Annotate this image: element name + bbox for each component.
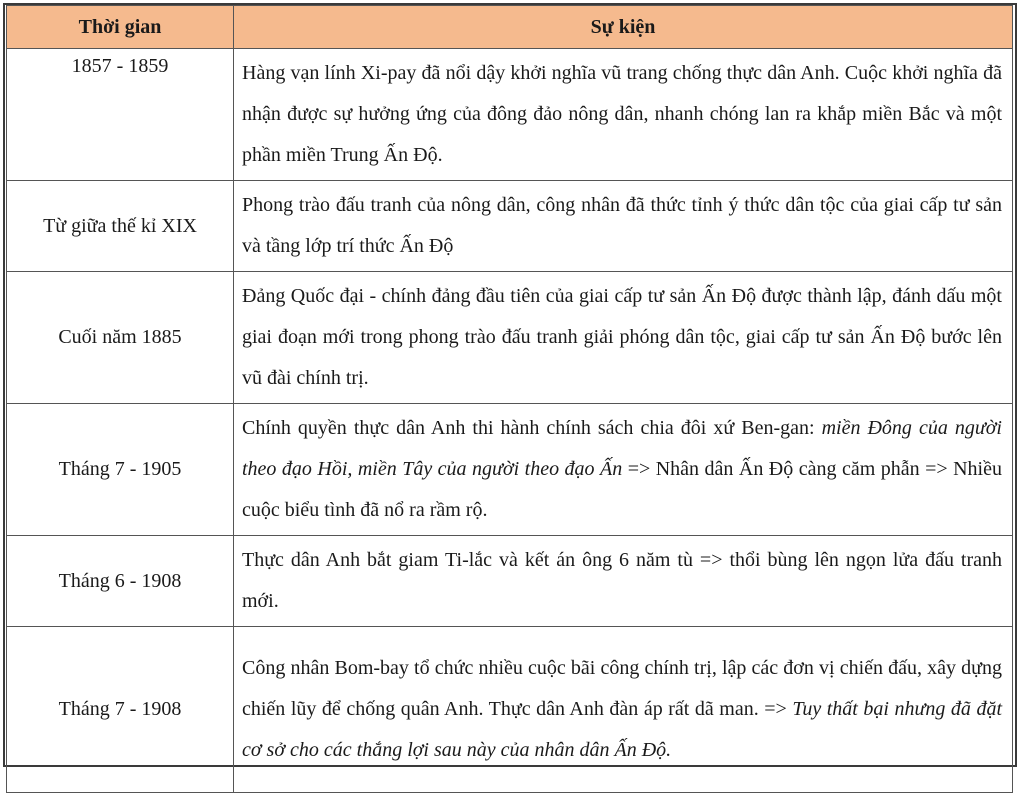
time-cell: Từ giữa thế kỉ XIX <box>7 181 234 272</box>
event-text-italic: miền Đông của người theo đạo Hồi, miền Tây của người theo đạo Ấn <box>242 417 1002 480</box>
event-cell <box>234 181 1013 272</box>
time-cell: Tháng 7 - 1905 <box>7 404 234 536</box>
table-row <box>7 536 1013 627</box>
event-text-italic: Tuy thất bại nhưng đã đặt cơ sở cho các thắng lợi sau này của nhân dân Ấn Độ. <box>242 698 1002 761</box>
history-table <box>6 5 1013 793</box>
table-row <box>7 49 1013 181</box>
event-text: Công nhân Bom-bay tổ chức nhiều cuộc bãi công chính trị, lập các đơn vị chiến đấu, xây dựng chiến lũy để chống quân Anh. Thực dân Anh đàn áp rất dã man. => <box>242 657 1002 720</box>
header-event: Sự kiện <box>234 6 1013 49</box>
event-text: Phong trào đấu tranh của nông dân, công nhân đã thức tỉnh ý thức dân tộc của giai cấp tư sản và tầng lớp trí thức Ấn Độ <box>242 194 1002 257</box>
table-row <box>7 272 1013 404</box>
table-row <box>7 181 1013 272</box>
table-row <box>7 404 1013 536</box>
event-cell <box>234 627 1013 793</box>
event-text: => Nhân dân Ấn Độ càng căm phẫn => Nhiều cuộc biểu tình đã nổ ra rầm rộ. <box>242 458 1002 521</box>
time-cell: 1857 - 1859 <box>7 49 234 181</box>
event-text: Đảng Quốc đại - chính đảng đầu tiên của giai cấp tư sản Ấn Độ được thành lập, đánh dấu một giai đoạn mới trong phong trào đấu tranh giải phóng dân tộc, giai cấp tư sản Ấn Độ bước lên vũ đài chính trị. <box>242 285 1002 389</box>
event-text: Chính quyền thực dân Anh thi hành chính sách chia đôi xứ Ben-gan: <box>242 417 822 439</box>
event-text: Thực dân Anh bắt giam Ti-lắc và kết án ông 6 năm tù => thổi bùng lên ngọn lửa đấu tranh mới. <box>242 549 1002 612</box>
event-cell <box>234 272 1013 404</box>
time-cell: Cuối năm 1885 <box>7 272 234 404</box>
event-cell <box>234 404 1013 536</box>
event-cell <box>234 536 1013 627</box>
time-cell: Tháng 6 - 1908 <box>7 536 234 627</box>
table-row <box>7 627 1013 793</box>
header-time: Thời gian <box>7 6 234 49</box>
event-text: Hàng vạn lính Xi-pay đã nổi dậy khởi nghĩa vũ trang chống thực dân Anh. Cuộc khởi nghĩa đã nhận được sự hưởng ứng của đông đảo nông dân, nhanh chóng lan ra khắp miền Bắc và một phần miền Trung Ấn Độ. <box>242 62 1002 166</box>
header-row <box>7 6 1013 49</box>
event-cell <box>234 49 1013 181</box>
time-cell: Tháng 7 - 1908 <box>7 627 234 793</box>
